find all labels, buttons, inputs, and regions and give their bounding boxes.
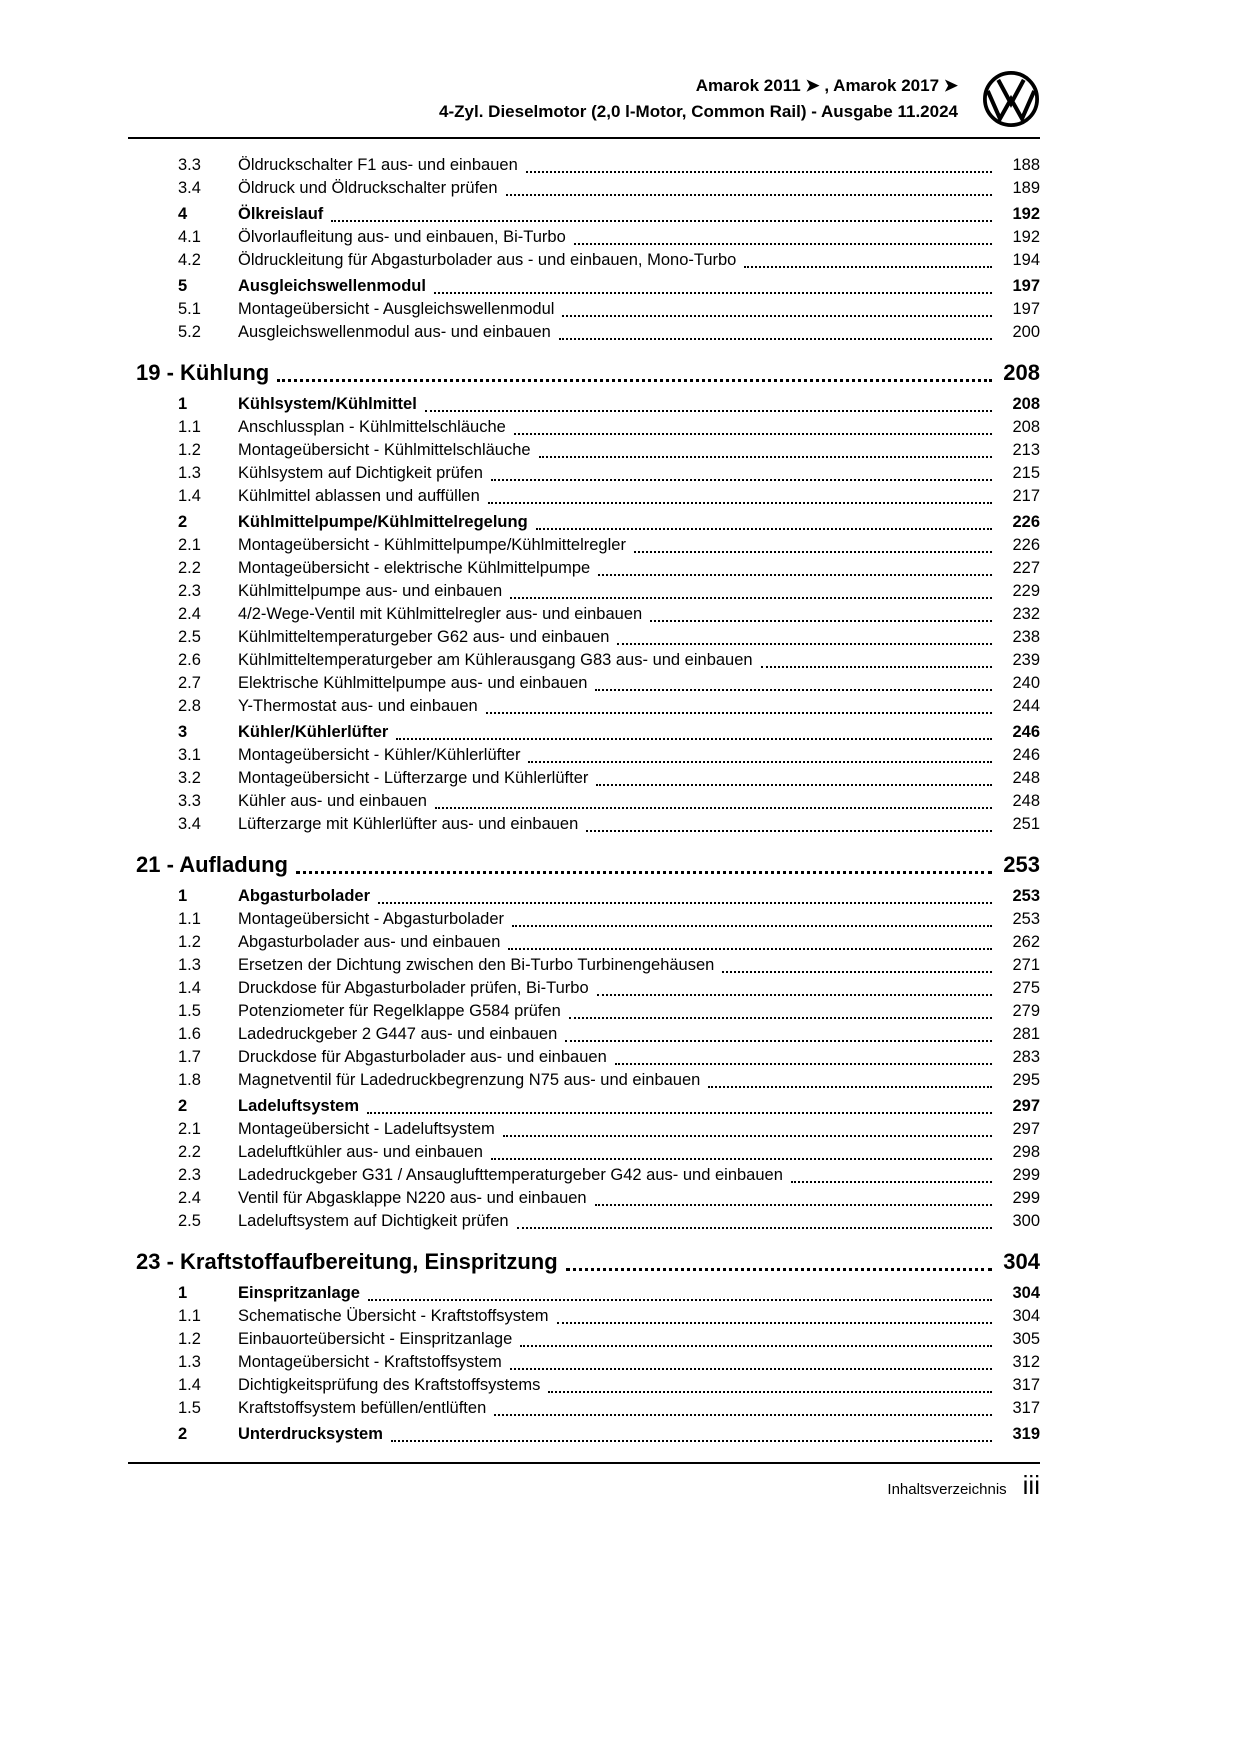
entry-number: 2.1 — [178, 1120, 201, 1138]
entry-title: Kühlmittelpumpe/Kühlmittelregelung — [238, 513, 528, 531]
toc — [128, 154, 1040, 1446]
entry-page-number: 246 — [1012, 723, 1040, 741]
entry-page-number: 312 — [1012, 1353, 1040, 1371]
chapter-page-number: 304 — [1003, 1249, 1040, 1274]
toc-entry-row — [128, 1141, 1040, 1164]
entry-title: Montageübersicht - Ladeluftsystem — [238, 1120, 495, 1138]
toc-entry-row — [128, 626, 1040, 649]
footer-divider — [128, 1462, 1040, 1464]
dot-leader — [520, 1345, 992, 1347]
toc-entry-row — [128, 416, 1040, 439]
toc-entry-row — [128, 557, 1040, 580]
toc-entry-row — [128, 1000, 1040, 1023]
dot-leader — [557, 1322, 992, 1324]
dot-leader — [435, 807, 992, 809]
chapter-page-number: 253 — [1003, 852, 1040, 877]
footer-section-label: Inhaltsverzeichnis — [887, 1481, 1007, 1498]
toc-entry-row — [128, 154, 1040, 177]
toc-entry-row — [128, 485, 1040, 508]
dot-leader — [569, 1017, 992, 1019]
entry-number: 1.8 — [178, 1071, 201, 1089]
entry-title: Ölkreislauf — [238, 205, 324, 223]
toc-entry-row — [128, 1069, 1040, 1092]
entry-page-number: 226 — [1012, 513, 1040, 531]
entry-number: 2.6 — [178, 651, 201, 669]
dot-leader — [744, 266, 992, 268]
entry-title: Montageübersicht - elektrische Kühlmittelpumpe — [238, 559, 591, 577]
dot-leader — [510, 597, 992, 599]
entry-page-number: 215 — [1012, 464, 1040, 482]
entry-number: 3.2 — [178, 769, 201, 787]
dot-leader — [586, 830, 992, 832]
dot-leader — [526, 171, 992, 173]
toc-entry-row — [128, 1351, 1040, 1374]
entry-page-number: 317 — [1012, 1376, 1040, 1394]
entry-title: Kühlmittel ablassen und auffüllen — [238, 487, 480, 505]
dot-leader — [548, 1391, 992, 1393]
entry-title: Ausgleichswellenmodul — [238, 277, 426, 295]
toc-entry-row — [128, 393, 1040, 416]
entry-title: Anschlussplan - Kühlmittelschläuche — [238, 418, 506, 436]
toc-entry-row — [128, 298, 1040, 321]
entry-page-number: 253 — [1012, 910, 1040, 928]
entry-title: Montageübersicht - Kühler/Kühlerlüfter — [238, 746, 521, 764]
vw-logo-icon — [982, 70, 1040, 128]
dot-leader — [615, 1063, 992, 1065]
toc-entry-row — [128, 744, 1040, 767]
dot-leader — [378, 902, 992, 904]
dot-leader — [595, 689, 992, 691]
toc-entry-row — [128, 1023, 1040, 1046]
chapter-title: 23 - Kraftstoffaufbereitung, Einspritzung — [136, 1249, 558, 1274]
entry-page-number: 188 — [1012, 156, 1040, 174]
entry-title: Druckdose für Abgasturbolader aus- und einbauen — [238, 1048, 607, 1066]
entry-number: 1 — [178, 1284, 188, 1302]
entry-number: 2.2 — [178, 559, 201, 577]
entry-page-number: 279 — [1012, 1002, 1040, 1020]
toc-entry-row — [128, 462, 1040, 485]
toc-entry-row — [128, 672, 1040, 695]
dot-leader — [761, 666, 992, 668]
toc-entry-row — [128, 721, 1040, 744]
dot-leader — [331, 220, 992, 222]
entry-number: 3.3 — [178, 792, 201, 810]
dot-leader — [598, 574, 992, 576]
entry-page-number: 299 — [1012, 1189, 1040, 1207]
entry-page-number: 217 — [1012, 487, 1040, 505]
dot-leader — [562, 315, 992, 317]
entry-number: 1.2 — [178, 441, 201, 459]
entry-page-number: 227 — [1012, 559, 1040, 577]
toc-entry-row — [128, 1423, 1040, 1446]
entry-title: Ladedruckgeber 2 G447 aus- und einbauen — [238, 1025, 558, 1043]
entry-title: Öldruck und Öldruckschalter prüfen — [238, 179, 498, 197]
entry-title: Potenziometer für Regelklappe G584 prüfen — [238, 1002, 561, 1020]
entry-number: 1.2 — [178, 933, 201, 951]
entry-page-number: 295 — [1012, 1071, 1040, 1089]
entry-number: 1.3 — [178, 956, 201, 974]
entry-number: 1 — [178, 887, 188, 905]
entry-title: Kühlmitteltemperaturgeber G62 aus- und einbauen — [238, 628, 610, 646]
entry-number: 1.2 — [178, 1330, 201, 1348]
entry-title: Einbauorteübersicht - Einspritzanlage — [238, 1330, 513, 1348]
entry-page-number: 271 — [1012, 956, 1040, 974]
entry-page-number: 297 — [1012, 1120, 1040, 1138]
entry-number: 1 — [178, 395, 188, 413]
entry-number: 2.5 — [178, 1212, 201, 1230]
entry-page-number: 253 — [1012, 887, 1040, 905]
dot-leader — [486, 712, 992, 714]
entry-page-number: 262 — [1012, 933, 1040, 951]
entry-number: 1.3 — [178, 464, 201, 482]
entry-page-number: 300 — [1012, 1212, 1040, 1230]
chapter-title: 21 - Aufladung — [136, 852, 288, 877]
toc-entry-row — [128, 321, 1040, 344]
dot-leader — [491, 479, 992, 481]
header-divider — [128, 137, 1040, 139]
entry-number: 2.8 — [178, 697, 201, 715]
entry-page-number: 304 — [1012, 1307, 1040, 1325]
entry-page-number: 244 — [1012, 697, 1040, 715]
dot-leader — [528, 761, 992, 763]
entry-number: 1.1 — [178, 1307, 201, 1325]
chapter-page-number: 208 — [1003, 360, 1040, 385]
dot-leader — [539, 456, 992, 458]
entry-title: Kraftstoffsystem befüllen/entlüften — [238, 1399, 487, 1417]
entry-title: Montageübersicht - Lüfterzarge und Kühlerlüfter — [238, 769, 589, 787]
entry-number: 2 — [178, 1097, 188, 1115]
entry-title: Montageübersicht - Kühlmittelschläuche — [238, 441, 531, 459]
entry-number: 3.3 — [178, 156, 201, 174]
entry-page-number: 208 — [1012, 395, 1040, 413]
dot-leader — [514, 433, 992, 435]
entry-title: 4/2-Wege-Ventil mit Kühlmittelregler aus- und einbauen — [238, 605, 643, 623]
entry-number: 1.5 — [178, 1002, 201, 1020]
entry-page-number: 192 — [1012, 205, 1040, 223]
entry-title: Ladeluftsystem auf Dichtigkeit prüfen — [238, 1212, 509, 1230]
entry-number: 1.5 — [178, 1399, 201, 1417]
entry-number: 1.4 — [178, 979, 201, 997]
toc-entry-row — [128, 177, 1040, 200]
toc-entry-row — [128, 1210, 1040, 1233]
toc-entry-row — [128, 1164, 1040, 1187]
entry-number: 2.2 — [178, 1143, 201, 1161]
entry-title: Ersetzen der Dichtung zwischen den Bi-Turbo Turbinengehäusen — [238, 956, 715, 974]
entry-page-number: 232 — [1012, 605, 1040, 623]
entry-number: 2.1 — [178, 536, 201, 554]
entry-page-number: 251 — [1012, 815, 1040, 833]
dot-leader — [517, 1227, 992, 1229]
dot-leader — [617, 643, 992, 645]
toc-entry-row — [128, 931, 1040, 954]
entry-number: 3.1 — [178, 746, 201, 764]
toc-entry-row — [128, 1397, 1040, 1420]
entry-page-number: 197 — [1012, 277, 1040, 295]
entry-number: 5.1 — [178, 300, 201, 318]
entry-page-number: 229 — [1012, 582, 1040, 600]
toc-entry-row — [128, 203, 1040, 226]
entry-number: 1.4 — [178, 1376, 201, 1394]
toc-entry-row — [128, 534, 1040, 557]
entry-page-number: 226 — [1012, 536, 1040, 554]
entry-title: Elektrische Kühlmittelpumpe aus- und einbauen — [238, 674, 588, 692]
toc-entry-row — [128, 249, 1040, 272]
entry-number: 3.4 — [178, 179, 201, 197]
toc-chapter-row — [128, 850, 1040, 880]
toc-entry-row — [128, 885, 1040, 908]
dot-leader — [595, 1204, 992, 1206]
entry-number: 5.2 — [178, 323, 201, 341]
toc-entry-row — [128, 439, 1040, 462]
entry-title: Y-Thermostat aus- und einbauen — [238, 697, 478, 715]
entry-title: Kühlsystem/Kühlmittel — [238, 395, 417, 413]
toc-entry-row — [128, 226, 1040, 249]
entry-title: Kühler aus- und einbauen — [238, 792, 427, 810]
dot-leader — [296, 871, 992, 874]
entry-page-number: 200 — [1012, 323, 1040, 341]
dot-leader — [634, 551, 992, 553]
entry-page-number: 281 — [1012, 1025, 1040, 1043]
entry-title: Ladeluftsystem — [238, 1097, 360, 1115]
entry-page-number: 275 — [1012, 979, 1040, 997]
page-footer — [128, 1470, 1040, 1501]
entry-page-number: 240 — [1012, 674, 1040, 692]
entry-page-number: 304 — [1012, 1284, 1040, 1302]
page-header — [128, 70, 1040, 128]
entry-page-number: 248 — [1012, 769, 1040, 787]
toc-entry-row — [128, 580, 1040, 603]
entry-page-number: 283 — [1012, 1048, 1040, 1066]
entry-page-number: 299 — [1012, 1166, 1040, 1184]
toc-entry-row — [128, 813, 1040, 836]
entry-number: 1.3 — [178, 1353, 201, 1371]
entry-title: Kühlsystem auf Dichtigkeit prüfen — [238, 464, 483, 482]
entry-number: 2.3 — [178, 582, 201, 600]
entry-title: Lüfterzarge mit Kühlerlüfter aus- und einbauen — [238, 815, 579, 833]
footer-page-number: iii — [1022, 1470, 1040, 1500]
toc-entry-row — [128, 1305, 1040, 1328]
entry-number: 1.1 — [178, 418, 201, 436]
entry-number: 4.2 — [178, 251, 201, 269]
entry-page-number: 194 — [1012, 251, 1040, 269]
dot-leader — [367, 1112, 992, 1114]
entry-title: Montageübersicht - Kraftstoffsystem — [238, 1353, 502, 1371]
entry-title: Dichtigkeitsprüfung des Kraftstoffsystems — [238, 1376, 541, 1394]
dot-leader — [574, 243, 992, 245]
entry-title: Ausgleichswellenmodul aus- und einbauen — [238, 323, 551, 341]
entry-number: 3.4 — [178, 815, 201, 833]
entry-number: 1.1 — [178, 910, 201, 928]
entry-number: 2.3 — [178, 1166, 201, 1184]
entry-title: Ladedruckgeber G31 / Ansauglufttemperaturgeber G42 aus- und einbauen — [238, 1166, 783, 1184]
entry-page-number: 298 — [1012, 1143, 1040, 1161]
toc-entry-row — [128, 1328, 1040, 1351]
toc-entry-row — [128, 954, 1040, 977]
dot-leader — [506, 194, 992, 196]
dot-leader — [559, 338, 992, 340]
entry-title: Montageübersicht - Abgasturbolader — [238, 910, 504, 928]
entry-number: 2.5 — [178, 628, 201, 646]
entry-page-number: 239 — [1012, 651, 1040, 669]
entry-number: 2 — [178, 513, 188, 531]
dot-leader — [396, 738, 992, 740]
dot-leader — [494, 1414, 992, 1416]
entry-page-number: 238 — [1012, 628, 1040, 646]
entry-title: Montageübersicht - Kühlmittelpumpe/Kühlmittelregler — [238, 536, 626, 554]
entry-number: 4 — [178, 205, 188, 223]
entry-title: Ventil für Abgasklappe N220 aus- und einbauen — [238, 1189, 587, 1207]
entry-title: Kühlmittelpumpe aus- und einbauen — [238, 582, 503, 600]
entry-page-number: 192 — [1012, 228, 1040, 246]
dot-leader — [488, 502, 992, 504]
dot-leader — [503, 1135, 992, 1137]
dot-leader — [536, 528, 992, 530]
dot-leader — [368, 1299, 992, 1301]
entry-title: Kühler/Kühlerlüfter — [238, 723, 389, 741]
dot-leader — [596, 784, 992, 786]
header-models: Amarok 2011 ➤ , Amarok 2017 ➤ — [695, 76, 958, 95]
entry-title: Ölvorlaufleitung aus- und einbauen, Bi-Turbo — [238, 228, 566, 246]
dot-leader — [391, 1440, 992, 1442]
toc-entry-row — [128, 790, 1040, 813]
dot-leader — [434, 292, 992, 294]
toc-entry-row — [128, 275, 1040, 298]
toc-entry-row — [128, 1374, 1040, 1397]
entry-title: Magnetventil für Ladedruckbegrenzung N75 aus- und einbauen — [238, 1071, 701, 1089]
entry-number: 1.6 — [178, 1025, 201, 1043]
toc-entry-row — [128, 1282, 1040, 1305]
dot-leader — [425, 410, 992, 412]
entry-page-number: 248 — [1012, 792, 1040, 810]
entry-title: Öldruckleitung für Abgasturbolader aus - und einbauen, Mono-Turbo — [238, 251, 737, 269]
toc-entry-row — [128, 1118, 1040, 1141]
dot-leader — [791, 1181, 992, 1183]
entry-number: 5 — [178, 277, 188, 295]
toc-chapter-row — [128, 1247, 1040, 1277]
toc-entry-row — [128, 977, 1040, 1000]
entry-number: 2.7 — [178, 674, 201, 692]
dot-leader — [508, 948, 992, 950]
dot-leader — [708, 1086, 992, 1088]
entry-number: 2.4 — [178, 605, 201, 623]
entry-title: Schematische Übersicht - Kraftstoffsystem — [238, 1307, 549, 1325]
entry-title: Ladeluftkühler aus- und einbauen — [238, 1143, 483, 1161]
entry-page-number: 197 — [1012, 300, 1040, 318]
header-text — [439, 73, 958, 125]
dot-leader — [597, 994, 992, 996]
entry-page-number: 305 — [1012, 1330, 1040, 1348]
entry-page-number: 213 — [1012, 441, 1040, 459]
chapter-title: 19 - Kühlung — [136, 360, 270, 385]
toc-entry-row — [128, 603, 1040, 626]
entry-title: Abgasturbolader — [238, 887, 371, 905]
toc-entry-row — [128, 908, 1040, 931]
toc-entry-row — [128, 767, 1040, 790]
entry-title: Montageübersicht - Ausgleichswellenmodul — [238, 300, 555, 318]
entry-page-number: 246 — [1012, 746, 1040, 764]
entry-page-number: 189 — [1012, 179, 1040, 197]
entry-number: 4.1 — [178, 228, 201, 246]
toc-entry-row — [128, 1095, 1040, 1118]
dot-leader — [565, 1040, 992, 1042]
entry-title: Kühlmitteltemperaturgeber am Kühlerausgang G83 aus- und einbauen — [238, 651, 753, 669]
toc-chapter-row — [128, 358, 1040, 388]
entry-page-number: 317 — [1012, 1399, 1040, 1417]
toc-entry-row — [128, 649, 1040, 672]
dot-leader — [650, 620, 992, 622]
header-subtitle: 4-Zyl. Dieselmotor (2,0 l-Motor, Common Rail) - Ausgabe 11.2024 — [439, 102, 958, 121]
dot-leader — [277, 379, 992, 382]
entry-title: Druckdose für Abgasturbolader prüfen, Bi-Turbo — [238, 979, 589, 997]
toc-entry-row — [128, 1187, 1040, 1210]
entry-page-number: 319 — [1012, 1425, 1040, 1443]
entry-title: Abgasturbolader aus- und einbauen — [238, 933, 501, 951]
entry-number: 1.7 — [178, 1048, 201, 1066]
entry-title: Einspritzanlage — [238, 1284, 360, 1302]
entry-title: Unterdrucksystem — [238, 1425, 383, 1443]
toc-entry-row — [128, 511, 1040, 534]
dot-leader — [512, 925, 992, 927]
entry-number: 2.4 — [178, 1189, 201, 1207]
entry-number: 2 — [178, 1425, 188, 1443]
dot-leader — [566, 1268, 992, 1271]
entry-page-number: 208 — [1012, 418, 1040, 436]
dot-leader — [510, 1368, 992, 1370]
dot-leader — [491, 1158, 992, 1160]
dot-leader — [722, 971, 992, 973]
entry-number: 1.4 — [178, 487, 201, 505]
toc-entry-row — [128, 695, 1040, 718]
entry-title: Öldruckschalter F1 aus- und einbauen — [238, 156, 518, 174]
entry-page-number: 297 — [1012, 1097, 1040, 1115]
entry-number: 3 — [178, 723, 188, 741]
toc-entry-row — [128, 1046, 1040, 1069]
